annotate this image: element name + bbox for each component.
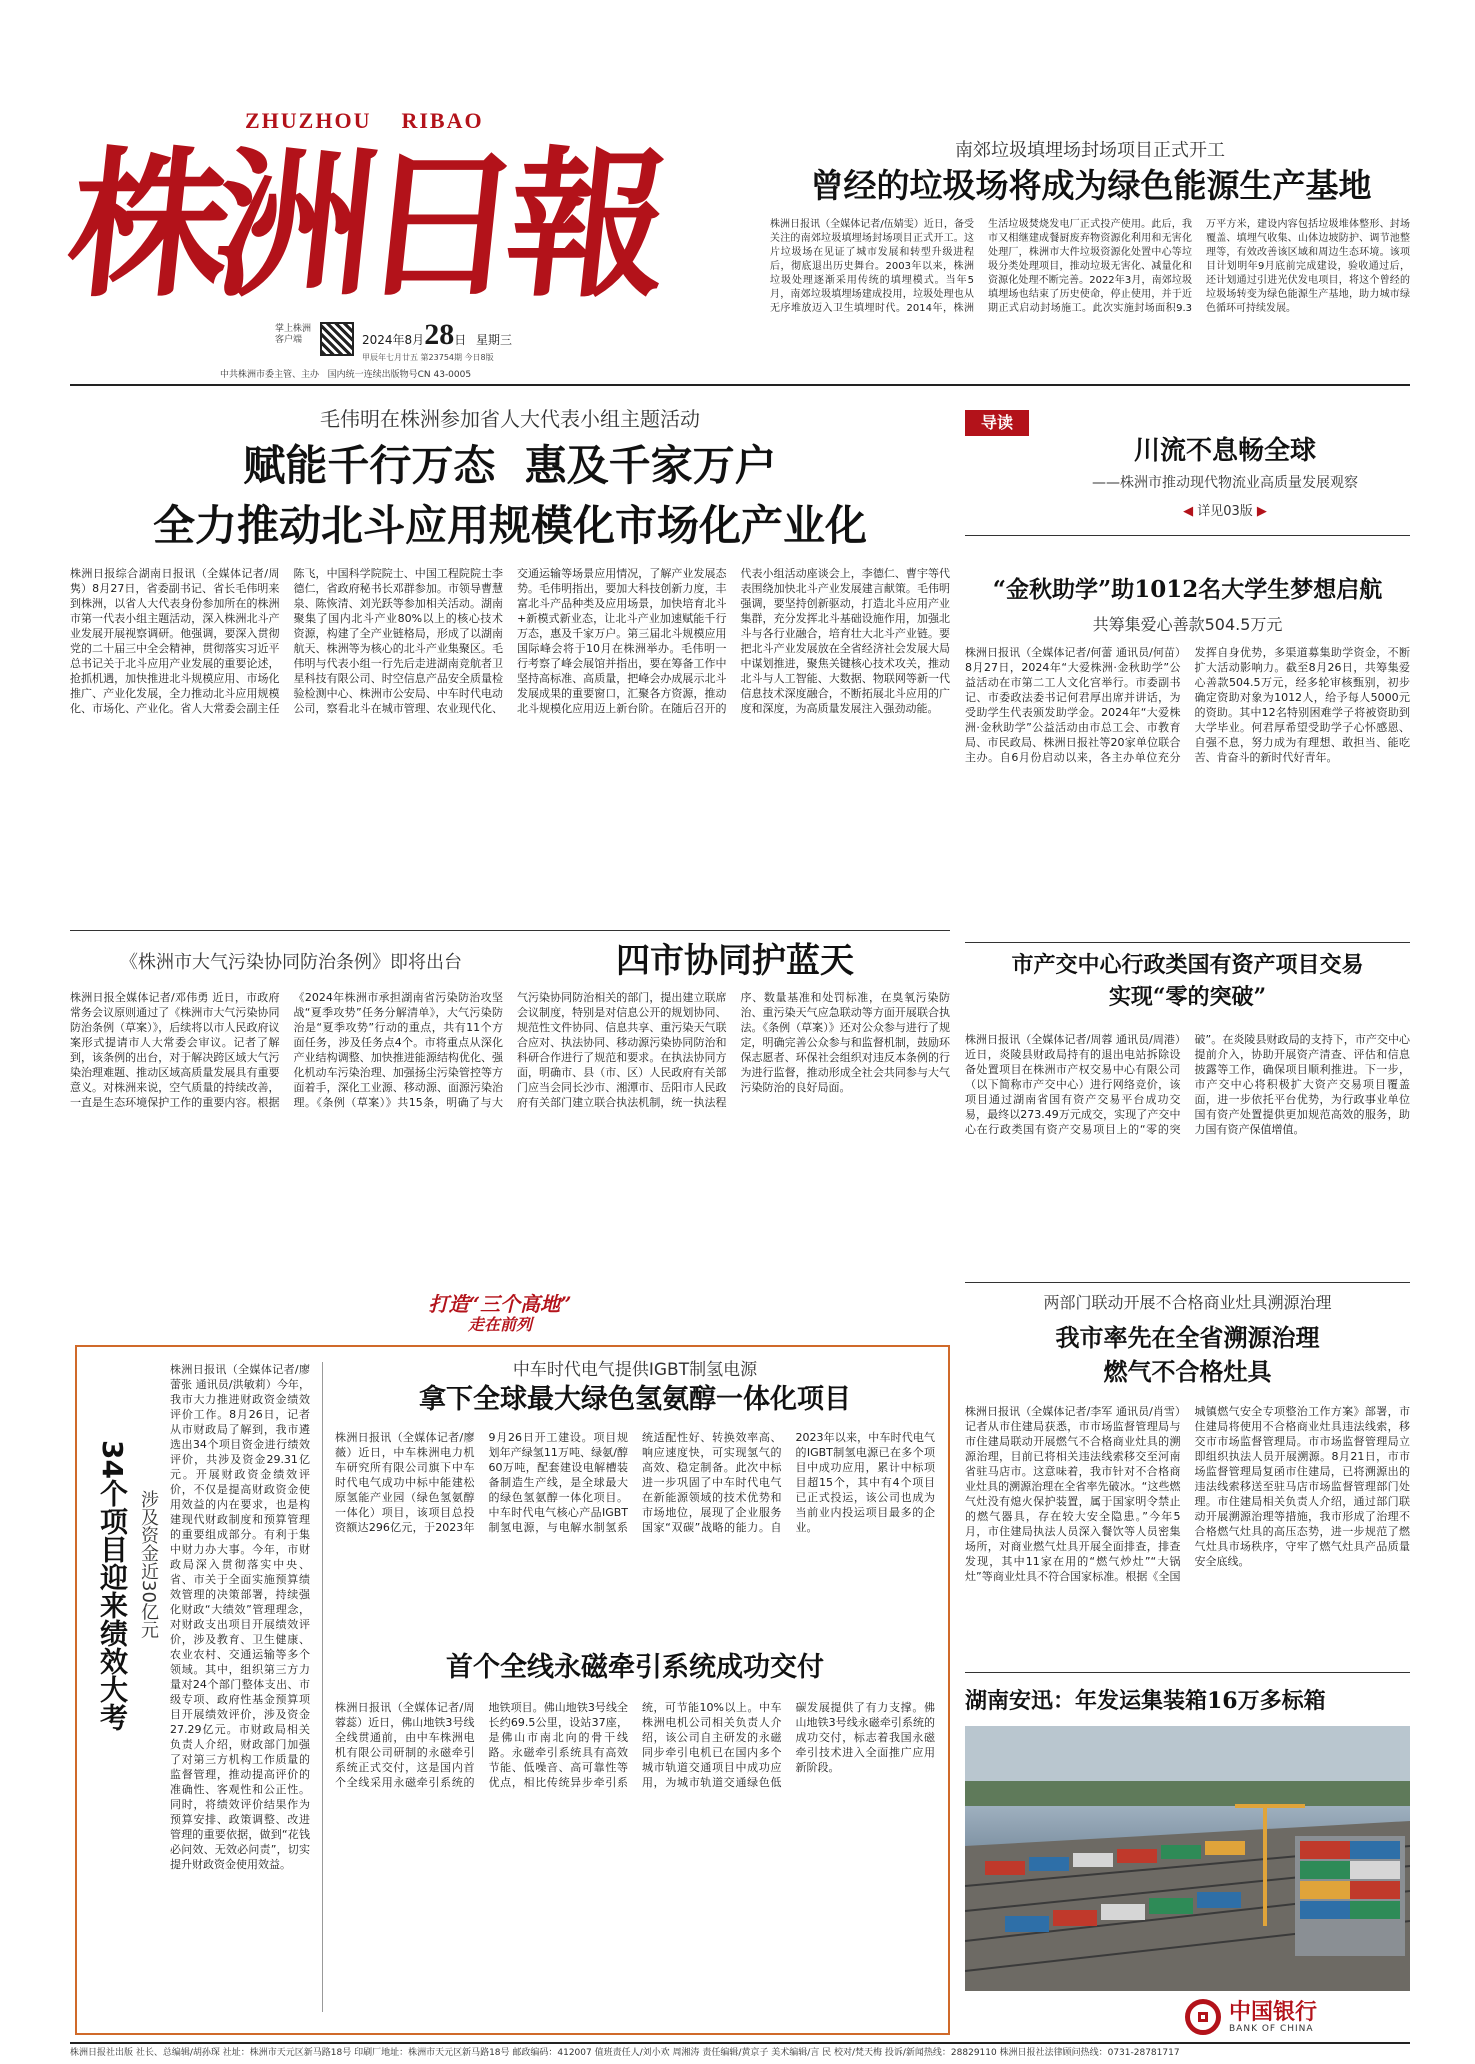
divider bbox=[965, 1672, 1410, 1673]
lead-kicker: 毛伟明在株洲参加省人大代表小组主题活动 bbox=[320, 407, 700, 431]
divider bbox=[965, 1282, 1410, 1283]
bank-of-china-logo-icon bbox=[1185, 1999, 1221, 2035]
qr-code[interactable] bbox=[320, 322, 354, 356]
crrc-headline: 拿下全球最大绿色氢氨醇一体化项目 bbox=[419, 1384, 851, 1415]
transport-headline: 湖南安迅：年发运集装箱16万多标箱 bbox=[965, 1688, 1326, 1714]
projects-headline: 34个项目迎来绩效大考 bbox=[96, 1440, 129, 1731]
maglev-body: 株洲日报讯（全媒体记者/周蓉蕊）近日，佛山地铁3号线全线贯通前，由中车株洲电机有限公司研制的永磁牵引系统正式交付，这是国内首个全线采用永磁牵引系统的地铁项目。佛山地铁3号线全长约69.5公里，设站37座，是佛山市南北向的骨干线路。永磁牵引系统具有高效节能、低噪音、高可靠性等优点，相比传统异步牵引系统，可节能10%以上。中车株洲电机公司相关负责人介绍，该公司自主研发的永磁同步牵引电机已在国内多个城市轨道交通项目中成功应用，为城市轨道交通绿色低碳发展提供了有力支撑。佛山地铁3号线永磁牵引系统的成功交付，标志着我国永磁牵引技术进入全面推广应用新阶段。 bbox=[335, 1701, 935, 1789]
gas-kicker: 两部门联动开展不合格商业灶具溯源治理 bbox=[1043, 1293, 1332, 1312]
maglev-headline: 首个全线永磁牵引系统成功交付 bbox=[446, 1652, 824, 1683]
golden-headline: “金秋助学”助1012名大学生梦想启航 bbox=[992, 576, 1383, 603]
three-highlands-banner: 打造“三个高地” 走在前列 bbox=[428, 1292, 572, 1334]
asset-headline-1: 市产交中心行政类国有资产项目交易 bbox=[1011, 952, 1364, 978]
lead-body: 株洲日报综合湖南日报讯（全媒体记者/周隽）8月27日，省委副书记、省长毛伟明来到株洲，以省人大代表身份参加所在的株洲市第一代表小组主题活动，深入株洲北斗产业发展开展视察调研。他强调，要深入贯彻党的二十届三中全会精神，贯彻落实习近平总书记关于北斗应用产业发展的重要论述，抢抓机遇，加快推进北斗规模应用、市场化推广、产业化发展，全力推动北斗应用规模化、市场化、产业化。省人大常委会副主任陈飞，中国科学院院士、中国工程院院士李德仁，省政府秘书长邓群参加。市领导曹慧泉、陈恢清、刘光跃等参加相关活动。湖南聚集了国内北斗产业80%以上的核心技术资源，构建了全产业链格局，形成了以湖南航天、株洲等为核心的北斗产业集聚区。毛伟明与代表小组一行先后走进湖南竞航者卫星科技有限公司、时空信息产品安全质量检验检测中心、株洲市公安局、中车时代电动公司，察看北斗在城市管理、农业现代化、交通运输等场景应用情况，了解产业发展态势。毛伟明指出，要加大科技创新力度，丰富北斗产品种类及应用场景，加快培育北斗+新模式新业态，让北斗产业加速赋能千行万态，惠及千家万户。第三届北斗规模应用国际峰会将于10月在株洲举办。毛伟明一行考察了峰会展馆并指出，要在筹备工作中坚持高标准、高质量，把峰会办成展示北斗发展成果的重要窗口，汇聚各方资源，推动北斗规模化应用迈上新台阶。在随后召开的代表小组活动座谈会上，李德仁、曹宇等代表围绕加快北斗产业发展建言献策。毛伟明强调，要坚持创新驱动，打造北斗应用产业集群，充分发挥北斗基础设施作用，加强北斗与各行业融合，培育壮大北斗产业链。要把北斗产业发展放在全省经济社会发展大局中谋划推进，聚焦关键核心技术攻关，推动北斗与人工智能、大数据、物联网等新一代信息技术深度融合，不断拓展北斗应用的广度和深度，为高质量发展注入强劲动能。 bbox=[70, 567, 950, 715]
divider bbox=[322, 1362, 323, 2012]
divider bbox=[965, 535, 1410, 536]
guide-label: 导读 bbox=[965, 410, 1029, 436]
divider bbox=[965, 942, 1410, 943]
golden-body: 株洲日报讯（全媒体记者/何蕾 通讯员/何苗）8月27日，2024年“大爱株洲·金秋助学”公益活动在市第二工人文化宫举行。市委副书记、市委政法委书记何君厚出席并讲话，为受助学生代表颁发助学金。2024年“大爱株洲·金秋助学”公益活动由市总工会、市教育局、市民政局、株洲日报社等20家单位联合主办。自6月份启动以来，各主办单位充分发挥自身优势，多渠道募集助学资金，不断扩大活动影响力。截至8月26日，共筹集爱心善款504.5万元，经多轮审核甄别，初步确定资助对象为1012人，给予每人5000元的资助。其中12名特别困难学子将被资助到大学毕业。何君厚希望受助学子心怀感恩、自强不息，努力成为有理想、敢担当、能吃苦、肯奋斗的新时代好青年。 bbox=[965, 646, 1410, 764]
masthead-pinyin: ZHUZHOU RIBAO bbox=[245, 108, 484, 133]
bank-brand: 中国银行 bbox=[1229, 1999, 1318, 2025]
divider bbox=[70, 384, 1410, 386]
projects-sub: 涉及资金近30亿元 bbox=[138, 1490, 159, 1639]
masthead bbox=[60, 90, 750, 380]
crrc-kicker: 中车时代电气提供IGBT制氢电源 bbox=[512, 1360, 758, 1380]
triangle-left-icon: ◀ bbox=[1183, 504, 1194, 519]
top-right-body: 株洲日报讯（全媒体记者/伍婧雯）近日，备受关注的南郊垃圾填埋场封场项目正式开工。这片垃圾场在见证了城市发展和转型升级进程后，彻底退出历史舞台。2003年以来，株洲垃圾处理逐渐采用传统的填埋模式。当年5月，南郊垃圾填埋场建成投用，垃圾处理也从无序堆放迈入卫生填埋时代。2014年，株洲生活垃圾焚烧发电厂正式投产使用。此后，我市又相继建成餐厨废弃物资源化利用和无害化处理厂，株洲市大件垃圾资源化处置中心等垃圾分类处理项目，推动垃圾无害化、减量化和资源化处理不断完善。2022年3月，南郊垃圾填埋场也结束了历史使命，停止使用，并于近期正式启动封场施工。此次实施封场面积9.3万平方米，建设内容包括垃圾堆体整形、封场覆盖、填埋气收集、山体边坡防护、调节池整理等，有效改善该区域和周边生态环境。该项目计划明年9月底前完成建设，验收通过后，还计划通过引进光伏发电项目，将这个曾经的垃圾场转变为绿色能源生产基地，助力城市绿色循环可持续发展。 bbox=[770, 219, 1410, 314]
guide-headline[interactable]: 川流不息畅全球 bbox=[1133, 436, 1316, 466]
top-right-headline: 曾经的垃圾场将成为绿色能源生产基地 bbox=[810, 166, 1372, 205]
bank-brand-en: BANK OF CHINA bbox=[1229, 2024, 1314, 2034]
lead-headline-2: 全力推动北斗应用规模化市场化产业化 bbox=[152, 501, 867, 550]
issue-meta: 甲辰年七月廿五 第23754期 今日8版 bbox=[362, 353, 494, 362]
gas-headline-1: 我市率先在全省溯源治理 bbox=[1055, 1323, 1320, 1352]
golden-sub: 共筹集爱心善款504.5万元 bbox=[1092, 615, 1283, 634]
qr-caption: 掌上株洲 客户端 bbox=[275, 324, 312, 345]
guide-sub: ——株洲市推动现代物流业高质量发展观察 bbox=[1092, 475, 1358, 491]
bank-of-china-ad[interactable] bbox=[1185, 1995, 1410, 2039]
gas-headline-2: 燃气不合格灶具 bbox=[1103, 1357, 1272, 1386]
issue-date: 2024年8月28日 星期三 bbox=[362, 318, 513, 351]
air-kicker: 《株洲市大气污染协同防治条例》即将出台 bbox=[120, 952, 462, 973]
air-headline: 四市协同护蓝天 bbox=[616, 941, 854, 981]
train-yard-illustration bbox=[965, 1726, 1410, 1991]
air-body: 株洲日报全媒体记者/邓伟勇 近日，市政府常务会议原则通过了《株洲市大气污染协同防治条例（草案）》，后续将以市人民政府议案形式提请市人大常委会审议。记者了解到，该条例的出台，对于解决跨区域大气污染治理难题、推动区域高质量发展具有重要意义。对株洲来说，空气质量的持续改善，一直是生态环境保护工作的重要内容。根据《2024年株洲市承担湖南省污染防治攻坚战“夏季攻势”任务分解清单》，大气污染防治是“夏季攻势”行动的重点，共有11个方面任务，涉及任务点4个。市将重点从深化产业结构调整、加快推进能源结构优化、强化机动车污染治理、加强扬尘污染管控等方面着手，深化工业源、移动源、面源污染治理。《条例（草案）》共15条，明确了与大气污染协同防治相关的部门，提出建立联席会议制度，特别是对信息公开的规划协同、规范性文件协同、信息共享、重污染天气联合应对、执法协同、移动源污染协同防治和科研合作进行了规范和要求。在执法协同方面，明确市、县（市、区）人民政府有关部门应当会同长沙市、湘潭市、岳阳市人民政府有关部门建立联合执法机制，统一执法程序、数量基准和处罚标准，在臭氧污染防治、重污染天气应急联动等方面开展联合执法。《条例（草案）》还对公众参与进行了规定，明确完善公众参与和监督机制，鼓励环保志愿者、环保社会组织对违反本条例的行为进行监督，推动形成全社会共同参与大气污染防治的良好局面。 bbox=[70, 991, 950, 1109]
projects-body: 株洲日报讯（全媒体记者/廖蕾张 通讯员/洪敏莉）今年，我市大力推进财政资金绩效评价工作。8月26日，记者从市财政局了解到，我市遴选出34个项目资金进行绩效评价，共涉及资金29.31亿元。开展财政资金绩效评价，不仅是提高财政资金使用效益的内在要求，也是构建现代财政制度和预算管理的重要组成部分。有利于集中财力办大事。今年，市财政局深入贯彻落实中央、省、市关于全面实施预算绩效管理的决策部署，持续强化财政“大绩效”管理理念，对财政支出项目开展绩效评价，涉及教育、卫生健康、农业农村、交通运输等多个领域。其中，组织第三方力量对24个部门整体支出、市级专项、政府性基金预算项目开展绩效评价，涉及资金27.29亿元。市财政局相关负责人介绍，财政部门加强了对第三方机构工作质量的监督管理，推动提高评价的准确性、客观性和公正性。同时，将绩效评价结果作为预算安排、政策调整、改进管理的重要依据，做到“花钱必问效、无效必问责”，切实提升财政资金使用效益。 bbox=[170, 1363, 310, 1871]
crrc-body: 株洲日报讯（全媒体记者/廖薇）近日，中车株洲电力机车研究所有限公司旗下中车时代电气成功中标中能建松原氢能产业园（绿色氢氨醇一体化）项目，该项目总投资额达296亿元，于2023年9月26日开工建设。项目规划年产绿氢11万吨、绿氨/醇60万吨，配套建设电解槽装备制造生产线，是全球最大的绿色氢氨醇一体化项目。中车时代电气核心产品IGBT制氢电源，与电解水制氢系统适配性好、转换效率高、响应速度快，可实现氢气的高效、稳定制备。此次中标进一步巩固了中车时代电气在新能源领域的技术优势和市场地位，展现了企业服务国家“双碳”战略的能力。自2023年以来，中车时代电气的IGBT制氢电源已在多个项目中成功应用，累计中标项目超15个，其中有4个项目已正式投运，该公司也成为当前业内投运项目最多的企业。 bbox=[335, 1431, 935, 1534]
triangle-right-icon: ▶ bbox=[1256, 504, 1267, 519]
train-yard-photo bbox=[965, 1726, 1410, 1991]
publisher-line: 中共株洲市委主管、主办 国内统一连续出版物号CN 43-0005 bbox=[220, 370, 472, 380]
footer-imprint: 株洲日报社出版 社长、总编辑/胡孙琛 社址：株洲市天元区新马路18号 印刷厂地址：株洲市天元区新马路18号 邮政编码：412007 值班责任人/刘小欢 周湘涛 责任编辑/黄京子 美术编辑/言 民 校对/梵天梅 投诉/新闻热线：28829110 株洲日报社法律顾问热线：0731-28781717 bbox=[70, 2048, 1180, 2058]
weekday: 星期三 bbox=[476, 333, 513, 347]
lead-headline-1: 赋能千行万态 惠及千家万户 bbox=[243, 441, 777, 490]
guide-ref[interactable]: ◀ 详见03版 ▶ bbox=[1183, 504, 1267, 519]
issue-day: 28 bbox=[424, 318, 455, 351]
gas-body: 株洲日报讯（全媒体记者/李军 通讯员/肖雪）记者从市住建局获悉，市市场监督管理局与市住建局联动开展燃气不合格商业灶具的溯源治理，目前已将相关违法线索移交至河南省驻马店市。这意味着，我市针对不合格商业灶具的溯源治理在全省率先破冰。“这些燃气灶没有熄火保护装置，属于国家明令禁止的燃气器具，存在较大安全隐患。”今年5月，市住建局执法人员深入餐饮等人员密集场所，对商业燃气灶具开展全面排查，排查发现，其中11家在用的“燃气炒灶”“大锅灶”等商业灶具不符合国家标准。根据《全国城镇燃气安全专项整治工作方案》部署，市住建局将使用不合格商业灶具违法线索，移交市市场监督管理局。市市场监督管理局立即组织执法人员开展溯源。8月21日，市市场监督管理局复函市住建局，已将溯源出的违法线索移送至驻马店市场监督管理部门处理。市住建局相关负责人介绍，通过部门联动开展溯源治理等措施，我市形成了治理不合格燃气灶具的高压态势，进一步规范了燃气灶具市场秩序，守牢了燃气灶具产品质量安全底线。 bbox=[965, 1405, 1410, 1583]
asset-body: 株洲日报讯（全媒体记者/周蓉 通讯员/周港）近日，炎陵县财政局持有的退出电站拆除设备处置项目在株洲市产权交易中心有限公司（以下简称市产交中心）进行网络竞价，该项目通过湖南省国有资产交易平台成功交易，最终以273.49万元成交，实现了产交中心在行政类国有资产交易项目上的“零的突破”。在炎陵县财政局的支持下，市产交中心提前介入，协助开展资产清查、评估和信息披露等工作，确保项目顺利推进。下一步，市产交中心将积极扩大资产交易项目覆盖面，进一步依托平台优势，为行政事业单位国有资产处置提供更加规范高效的服务，助力国有资产保值增值。 bbox=[965, 1033, 1410, 1136]
top-right-kicker: 南郊垃圾填埋场封场项目正式开工 bbox=[955, 140, 1225, 161]
asset-headline-2: 实现“零的突破” bbox=[1108, 984, 1267, 1010]
divider bbox=[70, 930, 950, 931]
footer-rule bbox=[70, 2042, 1410, 2044]
masthead-title: 株洲日報 bbox=[60, 131, 664, 319]
